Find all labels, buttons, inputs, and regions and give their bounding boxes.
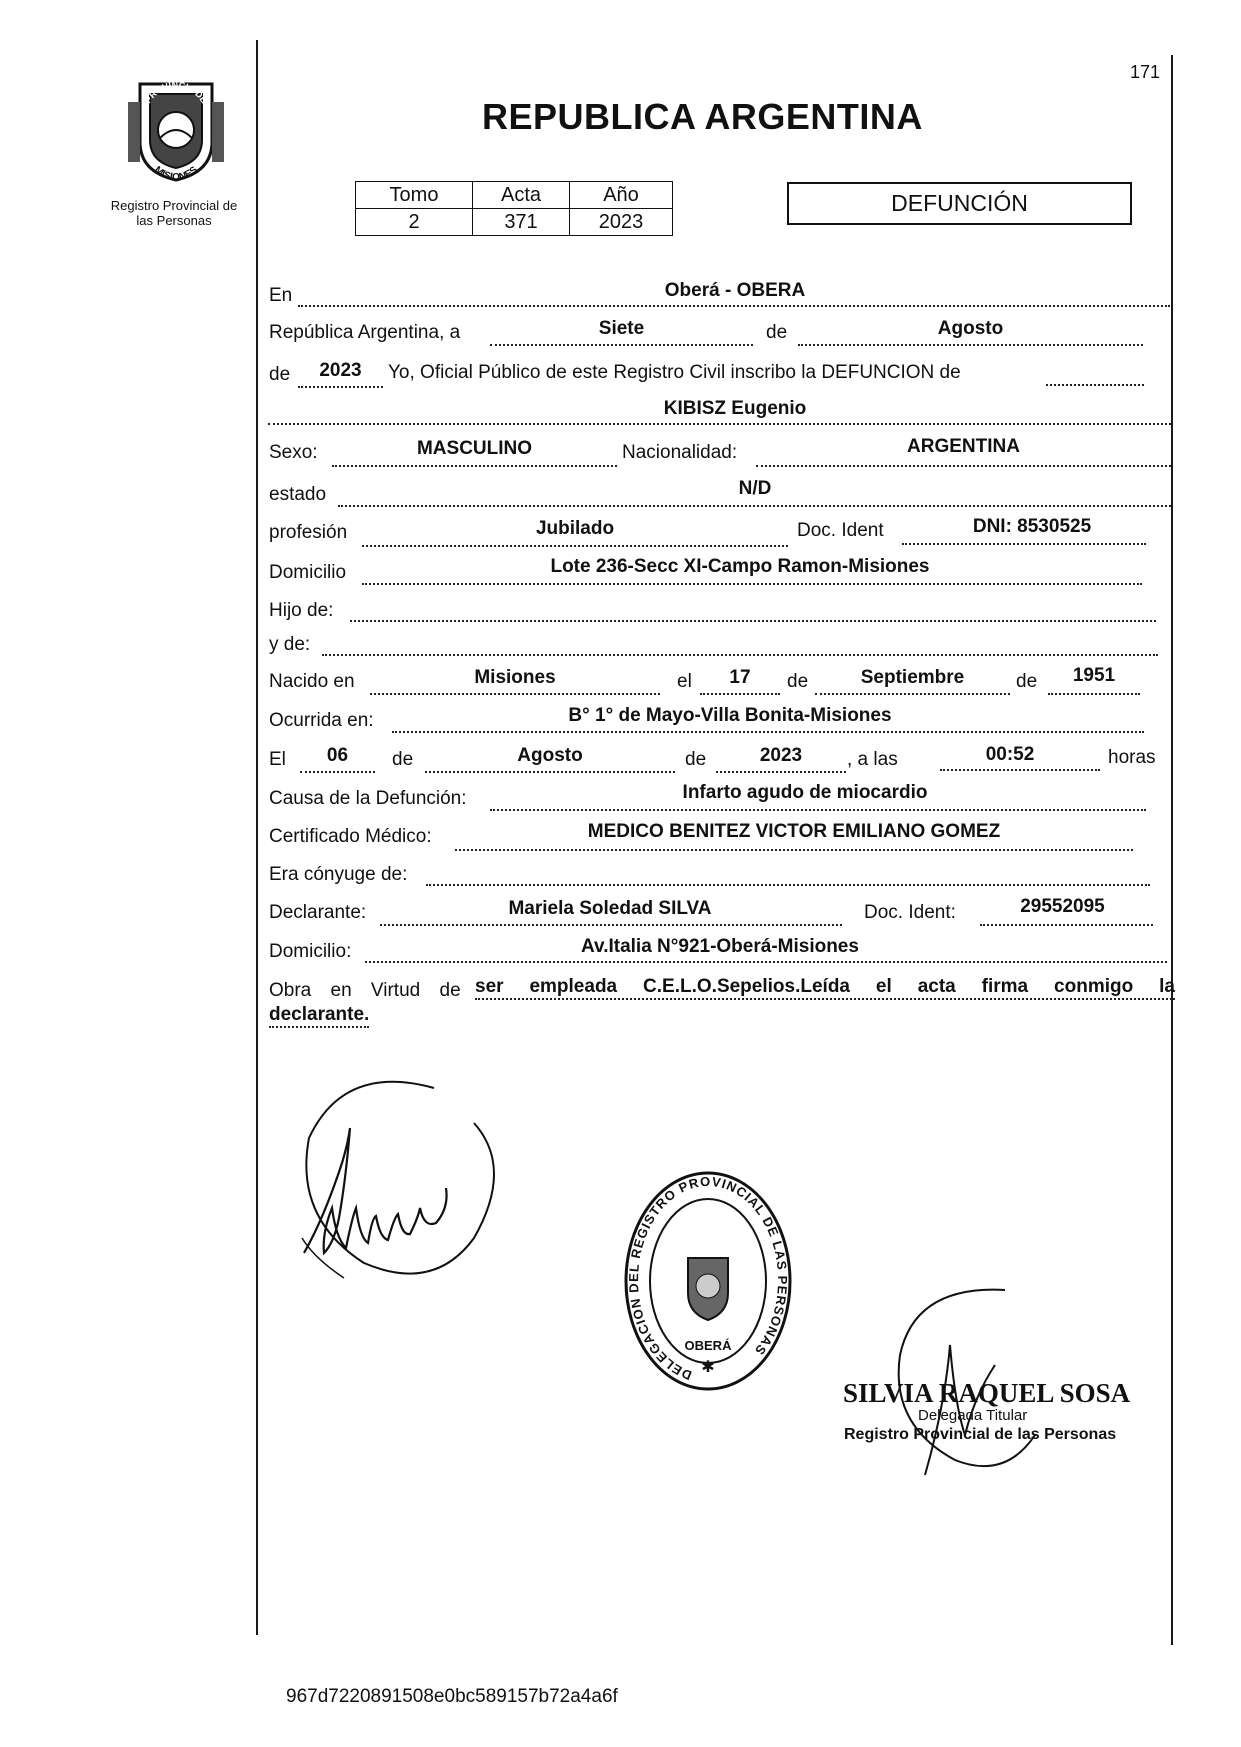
official-stamp [622,1168,794,1394]
line-fallec-mes [425,771,675,773]
line-certificado [455,849,1133,851]
document-hash: 967d7220891508e0bc589157b72a4a6f [286,1686,618,1707]
value-nacido-anio: 1951 [1072,665,1116,686]
line-domicilio [362,583,1142,585]
value-certificado: MEDICO BENITEZ VICTOR EMILIANO GOMEZ [587,821,1001,842]
official-institution: Registro Provincial de las Personas [844,1426,1117,1443]
line-causa [490,809,1146,811]
registry-header-anio: Año [570,182,673,209]
line-lugar [298,305,1170,307]
label-nacido-de-1: de [787,671,809,692]
official-name: SILVIA RAQUEL SOSA [843,1378,1131,1408]
logo-caption-line1: Registro Provincial de [110,198,238,213]
line-sexo [332,465,617,467]
line-mes [798,344,1143,346]
value-nombre: KIBISZ Eugenio [663,398,807,419]
seal-text-bottom: MISIONES [152,164,200,183]
line-ocurrida-en [392,731,1144,733]
label-sexo: Sexo: [269,442,318,463]
value-fallec-anio: 2023 [759,745,803,766]
label-domicilio-declarante: Domicilio: [269,941,352,962]
declarant-signature [284,1068,514,1298]
label-yo: Yo, Oficial Público de este Registro Civil inscribo la DEFUNCION de [388,362,961,383]
line-fallec-hora [940,769,1100,771]
stamp-ring-text: DELEGACION DEL REGISTRO PROVINCIAL DE LAS PERSONAS [625,1173,791,1384]
line-estado [338,505,1171,507]
registry-header-tomo: Tomo [356,182,473,209]
official-role: Delegada Titular [918,1407,1028,1424]
logo-caption-line2: las Personas [136,213,212,228]
line-nacido-mes [815,693,1010,695]
line-profesion [362,545,788,547]
line-yo-tail [1046,384,1144,386]
label-republica: República Argentina, a [269,322,461,343]
page-number: 171 [1130,62,1161,82]
line-nacionalidad [756,465,1171,467]
province-seal-logo [120,72,232,184]
label-obra-en-virtud: Obra en Virtud de [269,980,461,1001]
label-nacido-el: el [677,671,692,692]
registry-value-row [356,209,673,236]
stamp-star-icon: ✱ [701,1359,715,1376]
line-fallec-anio [716,771,846,773]
line-y-de [322,654,1158,656]
registry-value-acta: 371 [473,209,570,236]
label-fallec-de-1: de [392,749,414,770]
label-y-de: y de: [269,634,311,655]
value-lugar: Oberá - OBERA [664,280,806,301]
label-en: En [269,285,293,306]
value-domicilio-declarante: Av.Italia N°921-Oberá-Misiones [581,936,859,957]
registry-table [355,181,673,236]
label-declarante: Declarante: [269,902,367,923]
line-nacido-dia [700,693,780,695]
seal-text-top: PROVINCIA DE [142,79,210,105]
stamp-city: OBERÁ [684,1338,732,1353]
value-causa: Infarto agudo de miocardio [682,782,928,803]
line-conyuge [426,884,1150,886]
label-estado: estado [269,484,327,505]
value-dia: Siete [598,318,645,339]
label-conyuge: Era cónyuge de: [269,864,408,885]
label-certificado: Certificado Médico: [269,826,432,847]
label-profesion: profesión [269,522,348,543]
label-doc-ident: Doc. Ident [797,520,884,541]
label-nacido-en: Nacido en [269,671,355,692]
label-de-2: de [269,364,291,385]
line-dia [490,344,753,346]
label-ocurrida-en: Ocurrida en: [269,710,374,731]
registry-header-acta: Acta [473,182,570,209]
label-fallec-de-2: de [685,749,707,770]
value-nacionalidad: ARGENTINA [907,436,1020,457]
value-fallec-mes: Agosto [517,745,583,766]
label-a-las: , a las [847,749,898,770]
value-declarante-doc: 29552095 [1020,896,1105,917]
label-nacionalidad: Nacionalidad: [622,442,738,463]
label-el: El [269,749,286,770]
line-domicilio-declarante [365,961,1167,963]
line-nacido-lugar [370,693,660,695]
left-margin-line [256,40,258,1635]
label-de-1: de [766,322,788,343]
line-nombre [268,423,1171,425]
label-hijo-de: Hijo de: [269,600,334,621]
value-nacido-lugar: Misiones [474,667,556,688]
registry-value-tomo: 2 [356,209,473,236]
logo-caption [84,198,264,228]
label-nacido-de-2: de [1016,671,1038,692]
value-obra-texto-1: ser empleada C.E.L.O.Sepelios.Leída el acta firma conmigo la [475,976,1175,1000]
value-domicilio: Lote 236-Secc XI-Campo Ramon-Misiones [550,556,930,577]
line-hijo-de [350,620,1156,622]
line-nacido-anio [1048,693,1140,695]
value-mes: Agosto [937,318,1004,339]
registry-header-row [356,182,673,209]
value-ocurrida-en: B° 1° de Mayo-Villa Bonita-Misiones [568,705,892,726]
value-nacido-mes: Septiembre [860,667,965,688]
registry-value-anio: 2023 [570,209,673,236]
value-fallec-dia: 06 [326,745,349,766]
value-estado: N/D [738,478,772,499]
document-type-box [787,182,1132,225]
document-type: DEFUNCIÓN [891,190,1028,216]
value-obra-texto-2: declarante. [269,1004,369,1028]
value-fallec-hora: 00:52 [985,744,1035,765]
line-declarante-doc [980,924,1153,926]
value-declarante: Mariela Soledad SILVA [508,898,712,919]
value-profesion: Jubilado [535,518,615,539]
value-anio: 2023 [319,360,362,381]
line-doc-ident [902,543,1146,545]
right-margin-line [1171,55,1173,1645]
label-causa: Causa de la Defunción: [269,788,467,809]
value-sexo: MASCULINO [416,438,533,459]
value-doc-ident: DNI: 8530525 [972,516,1092,537]
page-title: REPUBLICA ARGENTINA [482,96,923,137]
line-fallec-dia [300,771,375,773]
label-declarante-doc: Doc. Ident: [864,902,956,923]
label-horas: horas [1108,747,1156,768]
line-anio [298,386,383,388]
line-declarante [380,924,842,926]
label-domicilio: Domicilio [269,562,347,583]
value-nacido-dia: 17 [729,667,751,688]
